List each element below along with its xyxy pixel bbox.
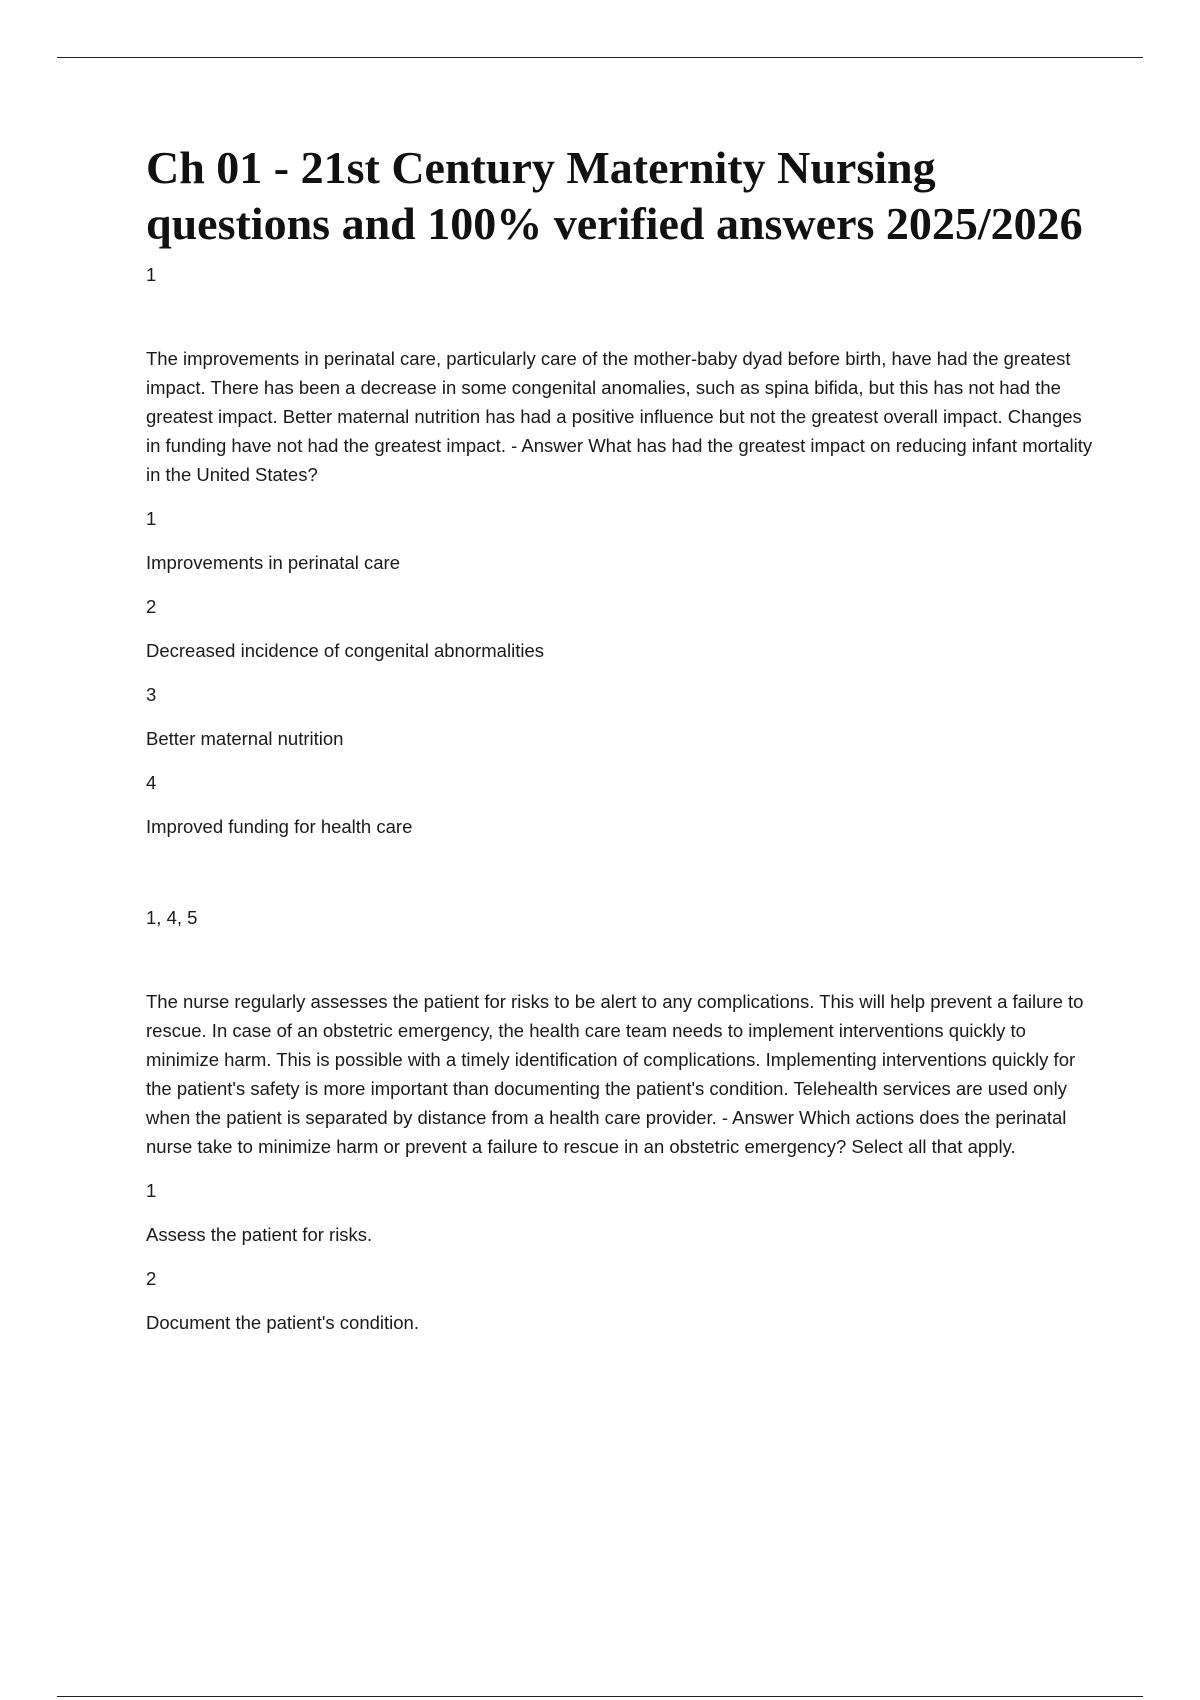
option-text: Decreased incidence of congenital abnormalities xyxy=(146,640,544,661)
option-number: 1 xyxy=(146,508,157,529)
option-number: 3 xyxy=(146,684,157,705)
option-number: 4 xyxy=(146,772,157,793)
option-text: Assess the patient for risks. xyxy=(146,1224,373,1245)
top-rule xyxy=(57,57,1143,58)
question-text: The improvements in perinatal care, particularly care of the mother-baby dyad before birth, have had the greatest impact. There has been a decrease in some congenital anomalies, such as spina bifida, but this has not had the greatest impact. Better maternal nutrition has had a positive influence but not the greatest overall impact. Changes in funding have not had the greatest impact. - Answer What has had the greatest impact on reducing infant mortality in the United States? xyxy=(146,348,1093,485)
option-text: Improvements in perinatal care xyxy=(146,552,400,573)
option-text: Improved funding for health care xyxy=(146,816,413,837)
option-number: 1 xyxy=(146,1180,157,1201)
option-number: 2 xyxy=(146,1268,157,1289)
option-number: 2 xyxy=(146,596,157,617)
document-body xyxy=(146,140,1096,1337)
bottom-rule xyxy=(57,1696,1143,1697)
option-text: Document the patient's condition. xyxy=(146,1312,419,1333)
question-text: The nurse regularly assesses the patient for risks to be alert to any complications. This will help prevent a failure to rescue. In case of an obstetric emergency, the health care team needs to implement interventions quickly to minimize harm. This is possible with a timely identification of complications. Implementing interventions quickly for the patient's safety is more important than documenting the patient's condition. Telehealth services are used only when the patient is separated by distance from a health care provider. - Answer Which actions does the perinatal nurse take to minimize harm or prevent a failure to rescue in an obstetric emergency? Select all that apply. xyxy=(146,991,1084,1157)
title-number: 1 xyxy=(146,264,157,285)
answer-key: 1, 4, 5 xyxy=(146,907,198,928)
question-block-1 xyxy=(146,344,1096,841)
document-title: Ch 01 - 21st Century Maternity Nursing questions and 100% verified answers 2025/2026 xyxy=(146,142,1083,249)
question-block-2 xyxy=(146,903,1096,1337)
option-text: Better maternal nutrition xyxy=(146,728,344,749)
